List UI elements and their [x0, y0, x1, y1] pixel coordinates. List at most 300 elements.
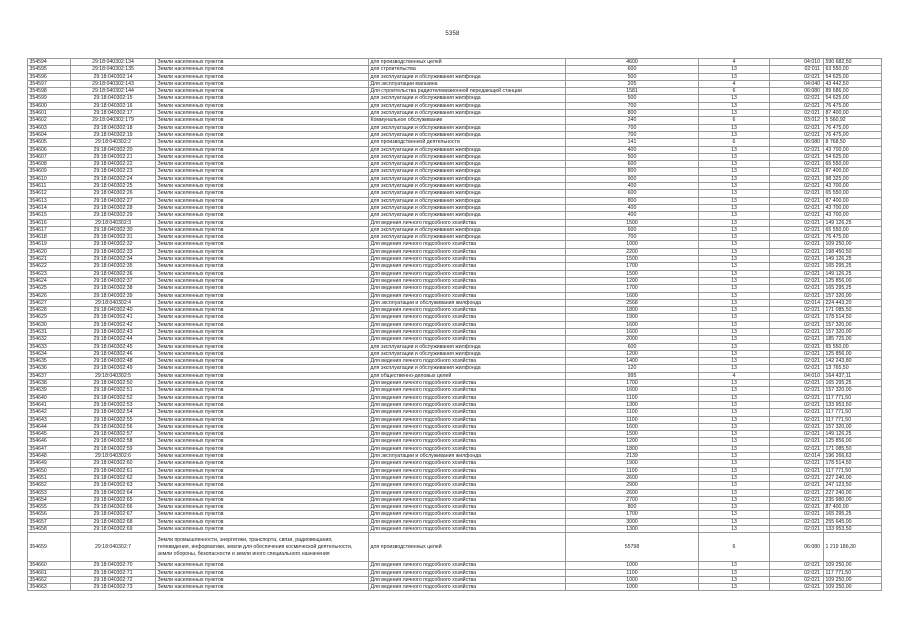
table-row [28, 372, 882, 379]
area-cell: 700 [566, 124, 699, 131]
permitted-use-cell: для эксплуатации и обслуживания жилфонда [369, 175, 566, 182]
table-row [28, 431, 882, 438]
permitted-use-cell: Для ведения личного подсобного хозяйства [369, 562, 566, 569]
land-category-cell: Земли населенных пунктов [156, 350, 369, 357]
table-row [28, 496, 882, 503]
table-row [28, 110, 882, 117]
table-row [28, 489, 882, 496]
table-row [28, 131, 882, 138]
area-cell: 240 [566, 117, 699, 124]
area-cell: 1500 [566, 431, 699, 438]
row-number-cell: 354641 [28, 401, 71, 408]
area-cell: 1100 [566, 409, 699, 416]
group-code-cell: 13 [699, 256, 770, 263]
permitted-use-cell: Для ведения личного подсобного хозяйства [369, 409, 566, 416]
area-cell: 1600 [566, 292, 699, 299]
cadastral-number-cell: 29:18:040302:57 [71, 431, 156, 438]
cadastral-number-cell: 29:18:040302:58 [71, 438, 156, 445]
group-code-cell: 13 [699, 438, 770, 445]
land-category-cell: Земли населенных пунктов [156, 314, 369, 321]
row-number-cell: 354653 [28, 489, 71, 496]
area-cell: 400 [566, 204, 699, 211]
area-cell: 700 [566, 234, 699, 241]
table-row [28, 95, 882, 102]
group-code-cell: 6 [699, 88, 770, 95]
row-number-cell: 354633 [28, 343, 71, 350]
row-number-cell: 354637 [28, 372, 71, 379]
permitted-use-cell: для эксплуатации и обслуживания жилфонда [369, 226, 566, 233]
group-code-cell: 13 [699, 474, 770, 481]
group-code-cell: 13 [699, 394, 770, 401]
cadastral-number-cell: 29:18:040302:39 [71, 292, 156, 299]
area-cell: 1700 [566, 380, 699, 387]
cadastral-value-cell: 165 295,25 [824, 380, 882, 387]
area-cell: 500 [566, 95, 699, 102]
cadastral-value-cell: 117 771,50 [824, 569, 882, 576]
cadastral-value-cell: 117 771,50 [824, 409, 882, 416]
cadastral-value-cell: 87 400,00 [824, 110, 882, 117]
cadastral-value-cell: 224 443,20 [824, 299, 882, 306]
cadastral-value-cell: 157 320,00 [824, 321, 882, 328]
permitted-use-cell: Для строительства радиотелевизионной передающей станции [369, 88, 566, 95]
cadastral-value-cell: 164 437,11 [824, 372, 882, 379]
group-code-cell: 13 [699, 431, 770, 438]
use-code-cell: 02:021 [770, 336, 824, 343]
use-code-cell: 02:021 [770, 584, 824, 591]
table-row [28, 387, 882, 394]
land-category-cell: Земли населенных пунктов [156, 270, 369, 277]
table-row [28, 183, 882, 190]
use-code-cell: 02:021 [770, 321, 824, 328]
row-number-cell: 354655 [28, 504, 71, 511]
cadastral-value-cell: 247 123,50 [824, 482, 882, 489]
group-code-cell: 13 [699, 460, 770, 467]
cadastral-value-cell: 65 550,00 [824, 161, 882, 168]
table-row [28, 482, 882, 489]
group-code-cell: 13 [699, 489, 770, 496]
group-code-cell: 6 [699, 139, 770, 146]
area-cell: 2600 [566, 474, 699, 481]
cadastral-number-cell: 29:18:040302:134 [71, 59, 156, 66]
cadastral-number-cell: 29:18:040302:64 [71, 489, 156, 496]
cadastral-number-cell: 29:18:040302:40 [71, 307, 156, 314]
cadastral-number-cell: 29:18:040302:143 [71, 80, 156, 87]
use-code-cell: 02:021 [770, 219, 824, 226]
cadastral-value-cell: 227 240,00 [824, 489, 882, 496]
land-category-cell: Земли населенных пунктов [156, 110, 369, 117]
use-code-cell: 02:021 [770, 183, 824, 190]
group-code-cell: 13 [699, 95, 770, 102]
area-cell: 1900 [566, 460, 699, 467]
use-code-cell: 02:021 [770, 576, 824, 583]
table-row [28, 102, 882, 109]
cadastral-value-cell: 125 856,00 [824, 438, 882, 445]
cadastral-value-cell: 117 771,50 [824, 394, 882, 401]
cadastral-number-cell: 29:18:040302:25 [71, 183, 156, 190]
use-code-cell: 04:010 [770, 59, 824, 66]
area-cell: 1600 [566, 328, 699, 335]
row-number-cell: 354660 [28, 562, 71, 569]
permitted-use-cell: для эксплуатации и обслуживания жилфонда [369, 190, 566, 197]
cadastral-value-cell: 157 320,00 [824, 292, 882, 299]
table-row [28, 277, 882, 284]
cadastral-number-cell: 29:18:040302:14 [71, 73, 156, 80]
permitted-use-cell: Для ведения личного подсобного хозяйства [369, 416, 566, 423]
row-number-cell: 354638 [28, 380, 71, 387]
area-cell: 1700 [566, 285, 699, 292]
cadastral-number-cell: 29:18:040302:34 [71, 256, 156, 263]
table-row [28, 453, 882, 460]
row-number-cell: 354639 [28, 387, 71, 394]
cadastral-value-cell: 198 450,50 [824, 248, 882, 255]
cadastral-value-cell: 65 550,00 [824, 226, 882, 233]
use-code-cell: 02:021 [770, 467, 824, 474]
land-category-cell: Земли населенных пунктов [156, 336, 369, 343]
permitted-use-cell: Для ведения личного подсобного хозяйства [369, 474, 566, 481]
permitted-use-cell: для эксплуатации и обслуживания жилфонда [369, 73, 566, 80]
group-code-cell: 13 [699, 161, 770, 168]
cadastral-value-cell: 54 625,00 [824, 95, 882, 102]
area-cell: 1000 [566, 576, 699, 583]
group-code-cell: 6 [699, 533, 770, 562]
cadastral-value-cell: 76 475,00 [824, 131, 882, 138]
land-category-cell: Земли населенных пунктов [156, 299, 369, 306]
cadastral-number-cell: 29:18:040302:135 [71, 66, 156, 73]
cadastral-value-cell: 87 400,00 [824, 197, 882, 204]
group-code-cell: 13 [699, 467, 770, 474]
permitted-use-cell: Для эксплуатации и обслуживания жилфонда [369, 453, 566, 460]
land-category-cell: Земли населенных пунктов [156, 226, 369, 233]
use-code-cell: 02:021 [770, 314, 824, 321]
group-code-cell: 13 [699, 73, 770, 80]
cadastral-number-cell: 29:18:040302:22 [71, 161, 156, 168]
permitted-use-cell: для эксплуатации и обслуживания жилфонда [369, 95, 566, 102]
area-cell: 1600 [566, 387, 699, 394]
cadastral-value-cell: 109 250,00 [824, 576, 882, 583]
permitted-use-cell: Для ведения личного подсобного хозяйства [369, 248, 566, 255]
cadastral-value-cell: 157 320,00 [824, 328, 882, 335]
use-code-cell: 02:021 [770, 489, 824, 496]
cadastral-value-cell: 5 560,92 [824, 117, 882, 124]
use-code-cell: 03:012 [770, 117, 824, 124]
permitted-use-cell: для производственной деятельности [369, 139, 566, 146]
row-number-cell: 354604 [28, 131, 71, 138]
permitted-use-cell: Для ведения личного подсобного хозяйства [369, 511, 566, 518]
permitted-use-cell: Для ведения личного подсобного хозяйства [369, 504, 566, 511]
cadastral-value-cell: 157 320,00 [824, 423, 882, 430]
row-number-cell: 354643 [28, 416, 71, 423]
row-number-cell: 354624 [28, 277, 71, 284]
group-code-cell: 13 [699, 562, 770, 569]
table-row [28, 511, 882, 518]
permitted-use-cell: для производственных целей [369, 533, 566, 562]
table-row [28, 401, 882, 408]
row-number-cell: 354622 [28, 263, 71, 270]
use-code-cell: 02:021 [770, 285, 824, 292]
group-code-cell: 4 [699, 59, 770, 66]
permitted-use-cell: Для ведения личного подсобного хозяйства [369, 526, 566, 533]
permitted-use-cell: для эксплуатации и обслуживания жилфонда [369, 161, 566, 168]
area-cell: 1300 [566, 401, 699, 408]
land-category-cell: Земли населенных пунктов [156, 139, 369, 146]
permitted-use-cell: для эксплуатации и обслуживания жилфонда [369, 110, 566, 117]
land-category-cell: Земли населенных пунктов [156, 168, 369, 175]
cadastral-number-cell: 29:18:040302:2 [71, 139, 156, 146]
permitted-use-cell: Для ведения личного подсобного хозяйства [369, 387, 566, 394]
row-number-cell: 354645 [28, 431, 71, 438]
group-code-cell: 13 [699, 496, 770, 503]
row-number-cell: 354654 [28, 496, 71, 503]
group-code-cell: 13 [699, 423, 770, 430]
table-row [28, 263, 882, 270]
use-code-cell: 02:021 [770, 234, 824, 241]
area-cell: 1500 [566, 270, 699, 277]
area-cell: 2139 [566, 453, 699, 460]
permitted-use-cell: Коммунальное обслуживание [369, 117, 566, 124]
use-code-cell: 02:021 [770, 350, 824, 357]
land-category-cell: Земли населенных пунктов [156, 584, 369, 591]
row-number-cell: 354615 [28, 212, 71, 219]
row-number-cell: 354601 [28, 110, 71, 117]
area-cell: 1000 [566, 562, 699, 569]
area-cell: 1500 [566, 219, 699, 226]
area-cell: 600 [566, 66, 699, 73]
cadastral-value-cell: 43 700,00 [824, 204, 882, 211]
cadastral-number-cell: 29:18:040302:45 [71, 343, 156, 350]
use-code-cell: 06:080 [770, 533, 824, 562]
land-category-cell: Земли населенных пунктов [156, 183, 369, 190]
table-row [28, 241, 882, 248]
cadastral-number-cell: 29:18:040302:54 [71, 409, 156, 416]
land-category-cell: Земли населенных пунктов [156, 263, 369, 270]
land-category-cell: Земли населенных пунктов [156, 445, 369, 452]
land-category-cell: Земли населенных пунктов [156, 409, 369, 416]
row-number-cell: 354652 [28, 482, 71, 489]
land-category-cell: Земли населенных пунктов [156, 321, 369, 328]
table-row [28, 460, 882, 467]
land-category-cell: Земли населенных пунктов [156, 460, 369, 467]
table-row [28, 161, 882, 168]
use-code-cell: 02:021 [770, 270, 824, 277]
permitted-use-cell: Для ведения личного подсобного хозяйства [369, 496, 566, 503]
row-number-cell: 354619 [28, 241, 71, 248]
group-code-cell: 13 [699, 336, 770, 343]
land-category-cell: Земли населенных пунктов [156, 569, 369, 576]
land-category-cell: Земли населенных пунктов [156, 489, 369, 496]
land-category-cell: Земли населенных пунктов [156, 401, 369, 408]
area-cell: 1100 [566, 416, 699, 423]
group-code-cell: 13 [699, 328, 770, 335]
group-code-cell: 13 [699, 102, 770, 109]
land-category-cell: Земли населенных пунктов [156, 504, 369, 511]
table-row [28, 409, 882, 416]
group-code-cell: 13 [699, 292, 770, 299]
use-code-cell: 02:021 [770, 409, 824, 416]
cadastral-value-cell: 117 771,50 [824, 467, 882, 474]
group-code-cell: 13 [699, 409, 770, 416]
group-code-cell: 13 [699, 453, 770, 460]
use-code-cell: 04:010 [770, 372, 824, 379]
permitted-use-cell: для эксплуатации и обслуживания жилфонда [369, 365, 566, 372]
cadastral-value-cell: 125 856,00 [824, 350, 882, 357]
group-code-cell: 13 [699, 190, 770, 197]
group-code-cell: 13 [699, 204, 770, 211]
land-category-cell: Земли населенных пунктов [156, 453, 369, 460]
cadastral-number-cell: 29:18:040302:5 [71, 372, 156, 379]
cadastral-value-cell: 109 250,00 [824, 562, 882, 569]
land-category-cell: Земли населенных пунктов [156, 307, 369, 314]
row-number-cell: 354659 [28, 533, 71, 562]
permitted-use-cell: Для ведения личного подсобного хозяйства [369, 423, 566, 430]
table-row [28, 526, 882, 533]
use-code-cell: 02:021 [770, 526, 824, 533]
area-cell: 1581 [566, 88, 699, 95]
cadastral-number-cell: 29:18:040302:71 [71, 569, 156, 576]
use-code-cell: 06:080 [770, 88, 824, 95]
group-code-cell: 13 [699, 168, 770, 175]
table-row [28, 299, 882, 306]
row-number-cell: 354600 [28, 102, 71, 109]
row-number-cell: 354636 [28, 365, 71, 372]
area-cell: 1000 [566, 241, 699, 248]
row-number-cell: 354623 [28, 270, 71, 277]
row-number-cell: 354627 [28, 299, 71, 306]
cadastral-value-cell: 125 856,00 [824, 277, 882, 284]
area-cell: 400 [566, 146, 699, 153]
cadastral-value-cell: 165 295,25 [824, 285, 882, 292]
table-row [28, 285, 882, 292]
cadastral-value-cell: 43 700,00 [824, 212, 882, 219]
area-cell: 1500 [566, 256, 699, 263]
group-code-cell: 13 [699, 277, 770, 284]
land-category-cell: Земли населенных пунктов [156, 59, 369, 66]
cadastral-number-cell: 29:18:040302:31 [71, 234, 156, 241]
area-cell: 2568 [566, 299, 699, 306]
cadastral-value-cell: 227 240,00 [824, 474, 882, 481]
page-number: 5358 [445, 31, 460, 37]
table-row [28, 73, 882, 80]
cadastral-number-cell: 29:18:040302:23 [71, 168, 156, 175]
land-category-cell: Земли населенных пунктов [156, 161, 369, 168]
row-number-cell: 354620 [28, 248, 71, 255]
area-cell: 1100 [566, 394, 699, 401]
use-code-cell: 02:021 [770, 496, 824, 503]
table-row [28, 59, 882, 66]
cadastral-number-cell: 29:18:040302:26 [71, 190, 156, 197]
row-number-cell: 354612 [28, 190, 71, 197]
group-code-cell: 13 [699, 307, 770, 314]
group-code-cell: 13 [699, 576, 770, 583]
group-code-cell: 13 [699, 219, 770, 226]
cadastral-number-cell: 29:18:040302:29 [71, 212, 156, 219]
land-category-cell: Земли населенных пунктов [156, 372, 369, 379]
cadastral-value-cell: 87 400,00 [824, 504, 882, 511]
use-code-cell: 02:021 [770, 110, 824, 117]
use-code-cell: 02:021 [770, 168, 824, 175]
cadastral-number-cell: 29:18:040302:43 [71, 328, 156, 335]
permitted-use-cell: для строительства [369, 66, 566, 73]
land-category-cell: Земли населенных пунктов [156, 292, 369, 299]
cadastral-value-cell: 590 682,50 [824, 59, 882, 66]
table-row [28, 80, 882, 87]
use-code-cell: 02:021 [770, 365, 824, 372]
row-number-cell: 354651 [28, 474, 71, 481]
use-code-cell: 02:014 [770, 453, 824, 460]
cadastral-value-cell: 149 126,25 [824, 431, 882, 438]
cadastral-number-cell: 29:18:040302:67 [71, 511, 156, 518]
row-number-cell: 354663 [28, 584, 71, 591]
cadastral-number-cell: 29:18:040302:4 [71, 299, 156, 306]
area-cell: 700 [566, 131, 699, 138]
row-number-cell: 354657 [28, 518, 71, 525]
group-code-cell: 4 [699, 80, 770, 87]
use-code-cell: 02:021 [770, 256, 824, 263]
cadastral-value-cell: 109 250,00 [824, 584, 882, 591]
cadastral-number-cell: 29:18:040302:60 [71, 460, 156, 467]
use-code-cell: 02:021 [770, 226, 824, 233]
cadastral-number-cell: 29:18:040302:20 [71, 146, 156, 153]
permitted-use-cell: Для ведения личного подсобного хозяйства [369, 241, 566, 248]
land-category-cell: Земли населенных пунктов [156, 380, 369, 387]
table-row [28, 569, 882, 576]
land-category-cell: Земли населенных пунктов [156, 204, 369, 211]
area-cell: 1300 [566, 526, 699, 533]
use-code-cell: 02:021 [770, 212, 824, 219]
area-cell: 600 [566, 190, 699, 197]
permitted-use-cell: Для эксплуатации и обслуживания жилфонда [369, 299, 566, 306]
cadastral-number-cell: 29:18:040302:73 [71, 584, 156, 591]
use-code-cell: 02:021 [770, 153, 824, 160]
use-code-cell: 02:021 [770, 146, 824, 153]
group-code-cell: 13 [699, 321, 770, 328]
cadastral-number-cell: 29:18:040302:17 [71, 110, 156, 117]
table-row [28, 117, 882, 124]
table-row [28, 256, 882, 263]
row-number-cell: 354599 [28, 95, 71, 102]
use-code-cell: 02:021 [770, 394, 824, 401]
permitted-use-cell: Для ведения личного подсобного хозяйства [369, 263, 566, 270]
area-cell: 1900 [566, 314, 699, 321]
row-number-cell: 354605 [28, 139, 71, 146]
row-number-cell: 354648 [28, 453, 71, 460]
use-code-cell: 02:021 [770, 161, 824, 168]
permitted-use-cell: Для ведения личного подсобного хозяйства [369, 445, 566, 452]
land-category-cell: Земли населенных пунктов [156, 234, 369, 241]
group-code-cell: 13 [699, 504, 770, 511]
permitted-use-cell: Для ведения личного подсобного хозяйства [369, 569, 566, 576]
permitted-use-cell: Для ведения личного подсобного хозяйства [369, 401, 566, 408]
table-row [28, 328, 882, 335]
row-number-cell: 354598 [28, 88, 71, 95]
area-cell: 1600 [566, 423, 699, 430]
cadastral-value-cell: 63 550,00 [824, 66, 882, 73]
row-number-cell: 354606 [28, 146, 71, 153]
table-row [28, 314, 882, 321]
group-code-cell: 13 [699, 511, 770, 518]
row-number-cell: 354596 [28, 73, 71, 80]
permitted-use-cell: для эксплуатации и обслуживания жилфонда [369, 146, 566, 153]
area-cell: 600 [566, 226, 699, 233]
permitted-use-cell: для эксплуатации и обслуживания жилфонда [369, 343, 566, 350]
use-code-cell: 06:080 [770, 139, 824, 146]
permitted-use-cell: Для ведения личного подсобного хозяйства [369, 482, 566, 489]
cadastral-value-cell: 157 320,00 [824, 387, 882, 394]
cadastral-value-cell: 149 126,25 [824, 270, 882, 277]
table-row [28, 248, 882, 255]
cadastral-number-cell: 29:18:040302:30 [71, 226, 156, 233]
cadastral-number-cell: 29:18:040302:37 [71, 277, 156, 284]
table-row [28, 66, 882, 73]
